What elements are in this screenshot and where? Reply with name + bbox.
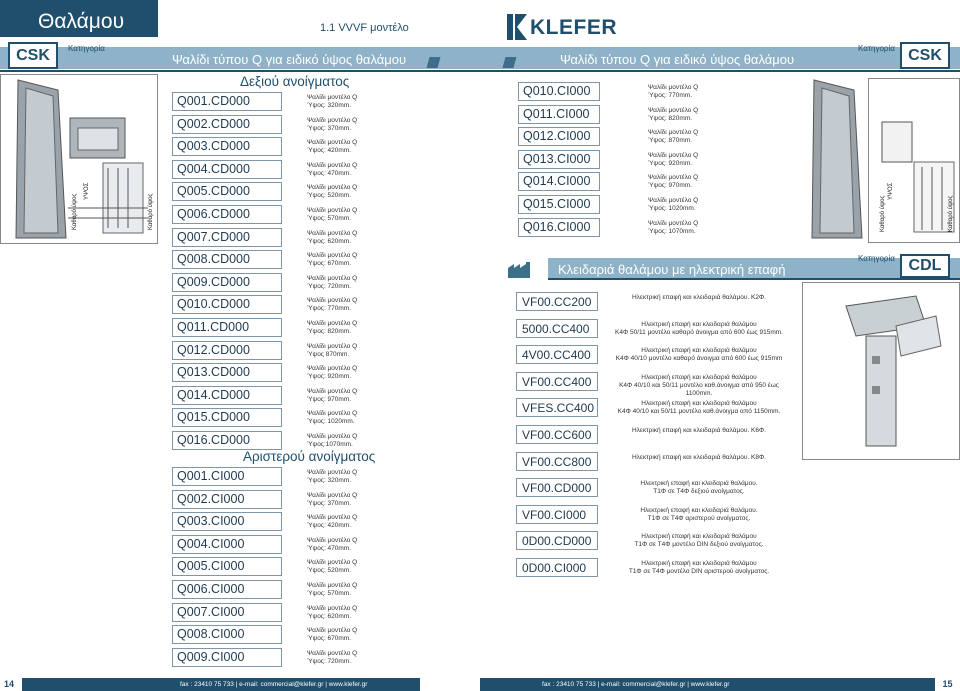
description-line: Ψαλίδι μοντέλο Q [648, 151, 699, 159]
table-row [172, 406, 472, 428]
table-row [172, 248, 472, 270]
lock-description [604, 374, 794, 398]
description-line: Ψαλίδι μοντέλο Q [307, 649, 358, 657]
part-code: Q003.CD000 [172, 137, 282, 156]
lock-code: VF00.CD000 [516, 478, 598, 497]
part-code: Q011.CD000 [172, 318, 282, 337]
description-line: Τ1Φ σε Τ4Φ μοντέλο DIN δεξιού ανοίγματος. [634, 541, 764, 549]
right-opening-heading: Δεξιού ανοίγματος [240, 74, 350, 89]
part-description [307, 537, 357, 553]
description-line: Ψαλίδι μοντέλο Q [307, 410, 358, 418]
height-label: ΥΨΟΣ [888, 182, 894, 200]
description-line: Ηλεκτρική επαφή και κλειδαριά θαλάμου. Κ2Φ. [631, 294, 766, 301]
lock-code: 0D00.CI000 [516, 558, 598, 577]
description-line: Ύψος: 470mm. [307, 169, 352, 177]
category-code-cdl: CDL [900, 254, 950, 278]
left-band-title: Ψαλίδι τύπου Q για ειδικό ύψος θαλάμου [172, 52, 407, 67]
part-description [307, 605, 357, 621]
description-line: Ύψος: 420mm. [307, 147, 352, 155]
lock-code: VF00.CC400 [516, 372, 598, 391]
section-subtitle: 1.1 VVVF μοντέλο [320, 22, 409, 34]
table-row [172, 226, 472, 248]
part-code: Q009.CI000 [172, 648, 282, 667]
part-code: Q008.CD000 [172, 250, 282, 269]
table-row [172, 90, 472, 112]
factory-icon [508, 262, 534, 278]
part-code: Q007.CD000 [172, 228, 282, 247]
table-row [518, 216, 818, 238]
table-row [172, 601, 472, 623]
description-line: Ψαλίδι μοντέλο Q [307, 229, 358, 237]
part-code: Q014.CI000 [518, 172, 600, 191]
description-line: Ύψος: 570mm. [307, 590, 352, 597]
table-row [172, 113, 472, 135]
description-line: Ψαλίδι μοντέλο Q [307, 252, 358, 260]
description-line: Ύψος: 770mm. [307, 305, 352, 313]
part-code: Q006.CD000 [172, 205, 282, 224]
description-line: Ηλεκτρική επαφή και κλειδαριά θαλάμου [641, 533, 757, 541]
part-description [307, 650, 357, 666]
description-line: Ύψος: 1020mm. [307, 418, 355, 426]
part-code: Q002.CD000 [172, 115, 282, 134]
clear-height-label: Καθαρό ύψος [948, 195, 954, 232]
lock-description [604, 454, 794, 462]
description-line: Ψαλίδι μοντέλο Q [307, 469, 358, 476]
table-row [172, 180, 472, 202]
part-description [307, 184, 357, 200]
description-line: Ψαλίδι μοντέλο Q [307, 387, 358, 395]
description-line: Ύψος: 820mm. [648, 114, 693, 122]
category-code-left: CSK [8, 42, 58, 69]
description-line: Ύψος: 670mm. [307, 635, 352, 643]
part-description [648, 220, 698, 236]
cabin-door-drawing-2 [808, 78, 868, 242]
description-line: Ψαλίδι μοντέλο Q [307, 161, 358, 169]
part-description [307, 139, 357, 155]
table-row [172, 646, 472, 668]
description-line: Ύψος: 370mm. [307, 124, 352, 132]
lock-description [604, 427, 794, 435]
description-line: Ύψος: 970mm. [648, 182, 693, 190]
table-row [518, 103, 818, 125]
lock-description [604, 480, 794, 496]
description-line: Κ4Φ 40/10 και 50/11 μοντέλο καθ.άνοιγμα από 1150mm. [617, 408, 781, 416]
lock-code: VF00.CC600 [516, 425, 598, 444]
table-row [172, 465, 472, 487]
part-code: Q010.CI000 [518, 82, 600, 101]
description-line: Ύψος: 320mm. [307, 477, 352, 484]
part-code: Q004.CI000 [172, 535, 282, 554]
description-line: Ύψος: 370mm. [307, 499, 352, 507]
right-band-title: Ψαλίδι τύπου Q για ειδικό ύψος θαλάμου [560, 52, 795, 67]
description-line: Ψαλίδι μοντέλο Q [307, 297, 358, 305]
description-line: Ύψος: 970mm. [307, 395, 352, 403]
description-line: Ύψος 870mm. [307, 350, 350, 358]
part-description [648, 84, 698, 100]
part-code: Q014.CD000 [172, 386, 282, 405]
part-code: Q003.CI000 [172, 512, 282, 531]
footer-left: fax : 23410 75 733 | e-mail: commercial@klefer.gr | www.klefer.gr [22, 678, 420, 691]
part-code: Q001.CI000 [172, 467, 282, 486]
part-description [307, 365, 357, 381]
table-row [172, 384, 472, 406]
description-line: Ύψος: 920mm. [307, 373, 352, 381]
part-code: Q010.CD000 [172, 295, 282, 314]
part-description [307, 559, 357, 575]
part-code: Q013.CD000 [172, 363, 282, 382]
table-row [172, 203, 472, 225]
description-line: Ψαλίδι μοντέλο Q [648, 129, 699, 137]
description-line: Ψαλίδι μοντέλο Q [307, 320, 358, 327]
table-row [172, 429, 472, 451]
description-line: Ψαλίδι μοντέλο Q [648, 197, 699, 204]
table-row [518, 125, 818, 147]
description-line: Ύψος: 820mm. [307, 328, 352, 335]
part-description [307, 252, 357, 268]
description-line: Ύψος:1070mm. [307, 441, 353, 448]
part-code: Q002.CI000 [172, 490, 282, 509]
description-line: Ψαλίδι μοντέλο Q [307, 582, 358, 589]
lock-description [604, 321, 794, 337]
lock-band-title: Κλειδαριά θαλάμου με ηλεκτρική επαφή [558, 262, 786, 277]
part-code: Q004.CD000 [172, 160, 282, 179]
description-line: Τ1Φ σε Τ4Φ μοντέλο DIN αριστερού ανοίγματος. [628, 568, 770, 575]
description-line: Ψαλίδι μοντέλο Q [307, 491, 358, 499]
part-code: Q005.CD000 [172, 182, 282, 201]
description-line: Ψαλίδι μοντέλο Q [307, 139, 358, 147]
description-line: Ηλεκτρική επαφή και κλειδαριά θαλάμου. [640, 480, 758, 488]
description-line: Ηλεκτρική επαφή και κλειδαριά θαλάμου [641, 320, 757, 328]
part-description [307, 320, 357, 336]
part-description [307, 297, 357, 313]
description-line: Κ4Φ 40/10 και 50/11 μοντέλο καθ.άνοιγμα από 950 έως [619, 381, 779, 389]
description-line: Ύψος: 720mm. [307, 657, 352, 665]
lock-description [604, 400, 794, 416]
table-row [172, 316, 472, 338]
category-code-right: CSK [900, 42, 950, 69]
description-line: Ψαλίδι μοντέλο Q [307, 274, 358, 282]
part-description [307, 162, 357, 178]
description-line: 1100mm. [685, 389, 713, 397]
description-line: Ψαλίδι μοντέλο Q [307, 342, 358, 350]
part-code: Q008.CI000 [172, 625, 282, 644]
part-code: Q001.CD000 [172, 92, 282, 111]
description-line: Ύψος: 620mm. [307, 612, 352, 620]
height-label: ΥΨΟΣ [84, 182, 90, 200]
table-row [172, 339, 472, 361]
clear-height-label: Καθαρό ύψος [148, 193, 154, 230]
table-row [518, 193, 818, 215]
description-line: Ηλεκτρική επαφή και κλειδαριά θαλάμου [641, 560, 757, 567]
part-description [307, 433, 357, 449]
part-code: Q012.CI000 [518, 127, 600, 146]
description-line: Ψαλίδι μοντέλο Q [307, 559, 358, 567]
table-row [518, 148, 818, 170]
lock-drawing [806, 286, 956, 456]
description-line: Ύψος: 570mm. [307, 215, 352, 222]
part-description [307, 207, 357, 223]
table-row [172, 510, 472, 532]
description-line: Κ4Φ 50/11 μοντέλο καθαρό άνοιγμα από 600 έως 915mm. [615, 328, 783, 336]
description-line: Ύψος: 620mm. [307, 237, 352, 245]
part-description [648, 129, 698, 145]
lock-description [604, 347, 794, 363]
band-divider [548, 278, 960, 280]
part-description [648, 197, 698, 213]
part-description [307, 275, 357, 291]
description-line: Ψαλίδι μοντέλο Q [648, 219, 699, 227]
category-label-right: Κατηγορία [858, 44, 895, 53]
table-row [172, 271, 472, 293]
part-description [648, 152, 698, 168]
description-line: Ηλεκτρική επαφή και κλειδαριά θαλάμου [641, 347, 757, 355]
brand-name: KLEFER [530, 16, 617, 39]
lock-description [604, 507, 794, 523]
part-description [307, 627, 357, 643]
description-line: Τ1Φ σε Τ4Φ αριστερού ανοίγματος. [647, 514, 751, 522]
page-title: Θαλάμου [0, 0, 158, 37]
description-line: Ψαλίδι μοντέλο Q [307, 604, 358, 612]
lock-description [604, 533, 794, 549]
part-code: Q006.CI000 [172, 580, 282, 599]
lock-description [604, 560, 794, 576]
description-line: Ύψος: 420mm. [307, 522, 352, 530]
table-row [172, 578, 472, 600]
table-row [172, 533, 472, 555]
description-line: Ψαλίδι μοντέλο Q [307, 627, 358, 635]
description-line: Ύψος: 520mm. [307, 567, 352, 575]
description-line: Ύψος: 470mm. [307, 544, 352, 552]
description-line: Ψαλίδι μοντέλο Q [307, 365, 358, 373]
description-line: Ηλεκτρική επαφή και κλειδαριά θαλάμου [641, 400, 757, 408]
description-line: Ύψος: 920mm. [648, 159, 693, 167]
description-line: Ψαλίδι μοντέλο Q [307, 116, 358, 124]
table-row [518, 170, 818, 192]
part-code: Q016.CD000 [172, 431, 282, 450]
part-code: Q007.CI000 [172, 603, 282, 622]
clear-height-label: Καθαρό ύψος [880, 195, 886, 232]
part-code: Q011.CI000 [518, 105, 600, 124]
part-code: Q012.CD000 [172, 341, 282, 360]
description-line: Κ4Φ 40/10 μοντέλο καθαρό άνοιγμα από 600 έως 915mm [615, 355, 783, 363]
description-line: Ψαλίδι μοντέλο Q [307, 94, 358, 101]
table-row [172, 623, 472, 645]
cabin-door-drawing [8, 78, 156, 242]
description-line: Ηλεκτρική επαφή και κλειδαριά θαλάμου. Κ6Φ. [631, 427, 766, 434]
table-row [172, 555, 472, 577]
description-line: Ύψος: 670mm. [307, 260, 352, 268]
part-description [307, 343, 357, 359]
table-row [172, 158, 472, 180]
table-row [172, 488, 472, 510]
description-line: Τ1Φ σε Τ4Φ δεξιού ανοίγματος. [653, 488, 745, 496]
category-label-cdl: Κατηγορία [858, 254, 895, 263]
description-line: Ψαλίδι μοντέλο Q [648, 174, 699, 182]
part-description [648, 107, 698, 123]
lock-code: 0D00.CD000 [516, 531, 598, 550]
description-line: Ηλεκτρική επαφή και κλειδαριά θαλάμου [641, 373, 757, 381]
page-number-right: 15 [942, 679, 953, 689]
description-line: Ηλεκτρική επαφή και κλειδαριά θαλάμου. [640, 506, 758, 514]
description-line: Ύψος: 1020mm. [648, 205, 696, 212]
lock-description [604, 294, 794, 302]
description-line: Ύψος: 770mm. [648, 92, 693, 99]
part-description [307, 388, 357, 404]
part-code: Q005.CI000 [172, 557, 282, 576]
lock-code: VFES.CC400 [516, 398, 598, 417]
clear-height-label: Καθαρό ύψος [72, 193, 78, 230]
description-line: Ψαλίδι μοντέλο Q [307, 514, 358, 522]
lock-code: VF00.CC800 [516, 452, 598, 471]
part-code: Q009.CD000 [172, 273, 282, 292]
description-line: Ύψος: 870mm. [648, 137, 693, 145]
part-code: Q013.CI000 [518, 150, 600, 169]
part-description [307, 514, 357, 530]
part-code: Q015.CD000 [172, 408, 282, 427]
description-line: Ύψος: 320mm. [307, 102, 352, 109]
band-divider [480, 70, 960, 72]
part-description [307, 230, 357, 246]
table-row [518, 80, 818, 102]
part-description [307, 492, 357, 508]
band-divider [0, 70, 480, 72]
description-line: Ψαλίδι μοντέλο Q [307, 536, 358, 544]
description-line: Ηλεκτρική επαφή και κλειδαριά θαλάμου. Κ8Φ. [631, 453, 766, 461]
logo-mark-icon [507, 14, 527, 40]
lock-code: 5000.CC400 [516, 319, 598, 338]
part-description [307, 117, 357, 133]
lock-code: 4V00.CC400 [516, 345, 598, 364]
category-label-left: Κατηγορία [68, 44, 105, 53]
lock-code: VF00.CI000 [516, 505, 598, 524]
description-line: Ψαλίδι μοντέλο Q [648, 84, 699, 91]
lock-code: VF00.CC200 [516, 292, 598, 311]
part-description [307, 469, 357, 485]
description-line: Ψαλίδι μοντέλο Q [307, 433, 358, 440]
part-code: Q016.CI000 [518, 218, 600, 237]
description-line: Ψαλίδι μοντέλο Q [307, 207, 358, 214]
part-description [307, 94, 357, 110]
part-code: Q015.CI000 [518, 195, 600, 214]
table-row [172, 135, 472, 157]
description-line: Ύψος: 520mm. [307, 192, 352, 200]
description-line: Ύψος: 720mm. [307, 282, 352, 290]
footer-right: fax : 23410 75 733 | e-mail: commercial@klefer.gr | www.klefer.gr [480, 678, 935, 691]
description-line: Ψαλίδι μοντέλο Q [648, 106, 699, 114]
part-description [307, 582, 357, 598]
description-line: Ψαλίδι μοντέλο Q [307, 184, 358, 192]
left-opening-heading: Αριστερού ανοίγματος [243, 449, 376, 464]
part-description [648, 174, 698, 190]
table-row [172, 361, 472, 383]
table-row [172, 293, 472, 315]
part-description [307, 410, 357, 426]
description-line: Ύψος: 1070mm. [648, 227, 696, 235]
page-number-left: 14 [0, 678, 22, 691]
